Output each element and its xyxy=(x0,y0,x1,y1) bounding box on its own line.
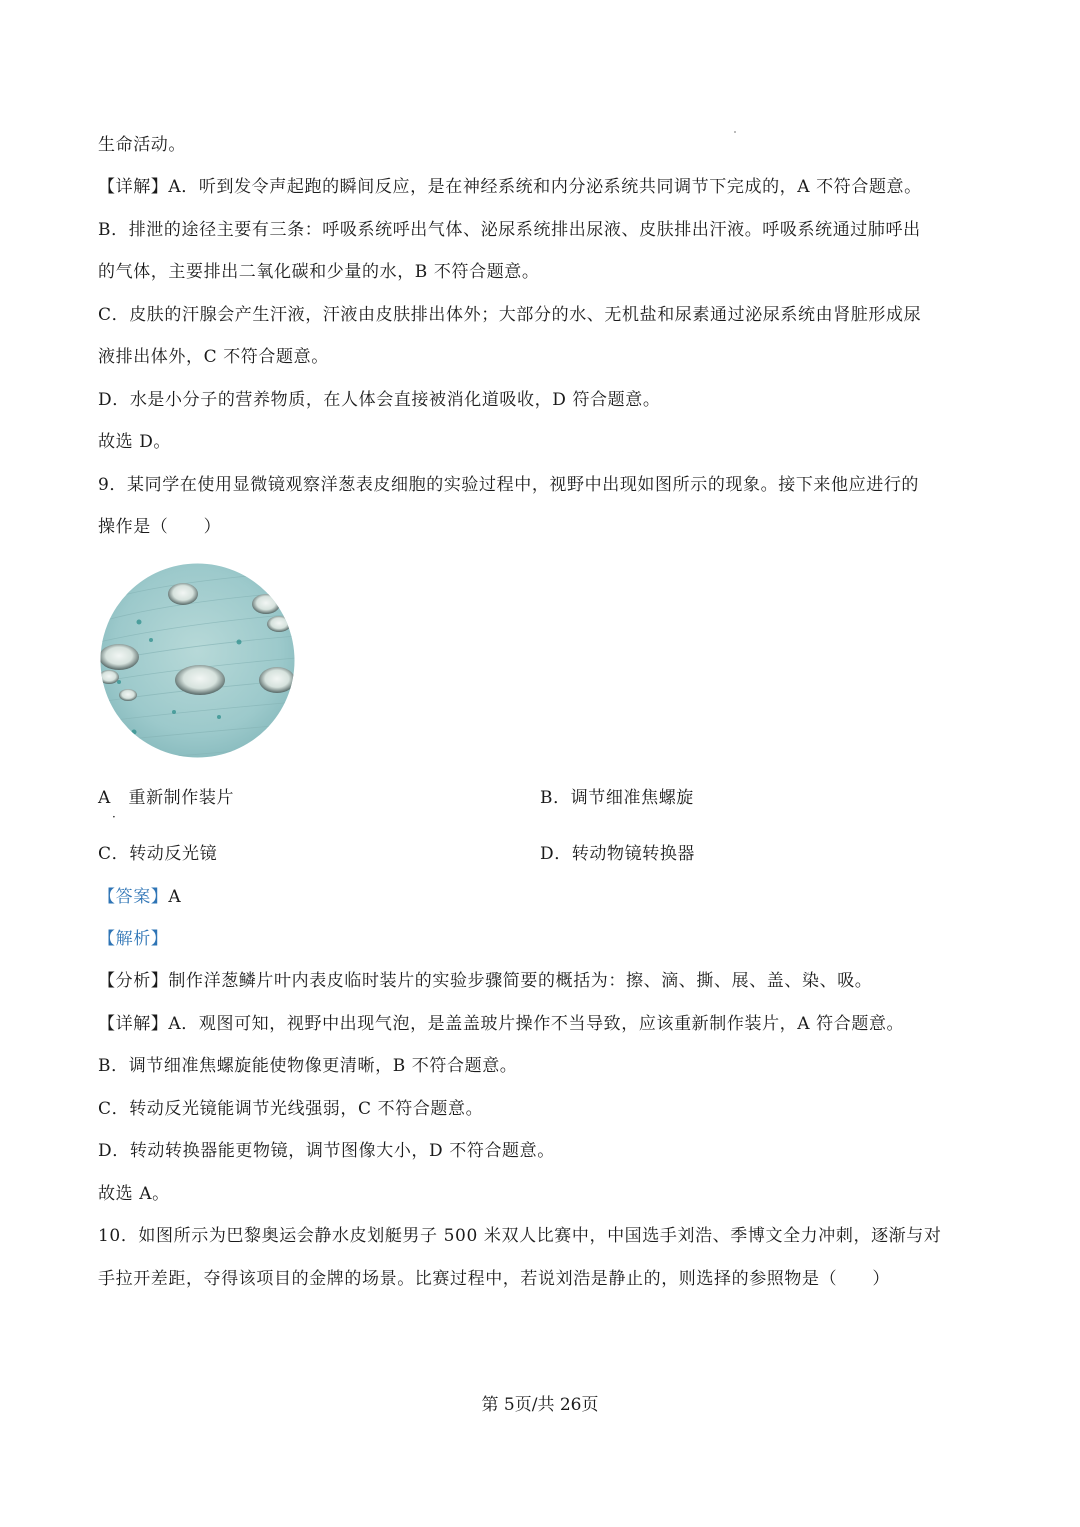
scan-speck xyxy=(734,131,736,133)
option-a-dot: · xyxy=(112,810,116,824)
question-9-line: 操作是（ ） xyxy=(98,517,222,537)
option-d: D．转动物镜转换器 xyxy=(540,844,696,864)
text-line: 生命活动。 xyxy=(98,135,186,155)
option-b: B．调节细准焦螺旋 xyxy=(540,788,694,808)
text-line: 的气体，主要排出二氧化碳和少量的水，B 不符合题意。 xyxy=(98,262,540,282)
option-a: A 重新制作装片 xyxy=(98,788,235,808)
answer-line xyxy=(98,886,181,908)
text-line: C．皮肤的汗腺会产生汗液，汗液由皮肤排出体外；大部分的水、无机盐和尿素通过泌尿系统由肾脏形成尿 xyxy=(98,305,922,325)
analysis-tag: 【解析】 xyxy=(98,929,169,949)
text-line: 【分析】制作洋葱鳞片叶内表皮临时装片的实验步骤简要的概括为：擦、滴、撕、展、盖、染、吸。 xyxy=(98,971,873,991)
text-line: D．水是小分子的营养物质，在人体会直接被消化道吸收，D 符合题意。 xyxy=(98,390,661,410)
text-line: 故选 A。 xyxy=(98,1184,170,1204)
question-9-line: 9．某同学在使用显微镜观察洋葱表皮细胞的实验过程中，视野中出现如图所示的现象。接下来他应进行的 xyxy=(98,475,920,495)
text-line: B．排泄的途径主要有三条：呼吸系统呼出气体、泌尿系统排出尿液、皮肤排出汗液。呼吸系统通过肺呼出 xyxy=(98,220,921,240)
answer-value: A xyxy=(168,887,182,907)
option-c: C．转动反光镜 xyxy=(98,844,218,864)
page-footer: 第 5页/共 26页 xyxy=(481,1395,599,1415)
text-line: 【详解】A．观图可知，视野中出现气泡，是盖盖玻片操作不当导致，应该重新制作装片，A 符合题意。 xyxy=(98,1014,905,1034)
microscope-view-image xyxy=(99,562,296,759)
text-line: C．转动反光镜能调节光线强弱，C 不符合题意。 xyxy=(98,1099,484,1119)
text-line: D．转动转换器能更物镜，调节图像大小，D 不符合题意。 xyxy=(98,1141,555,1161)
answer-tag: 【答案】 xyxy=(98,887,169,907)
text-line: 故选 D。 xyxy=(98,432,172,452)
question-10-line: 手拉开差距，夺得该项目的金牌的场景。比赛过程中，若说刘浩是静止的，则选择的参照物是（ ） xyxy=(98,1269,890,1289)
text-line: 液排出体外，C 不符合题意。 xyxy=(98,347,329,367)
text-line: B．调节细准焦螺旋能使物像更清晰，B 不符合题意。 xyxy=(98,1056,518,1076)
question-10-line: 10．如图所示为巴黎奥运会静水皮划艇男子 500 米双人比赛中，中国选手刘浩、季博文全力冲刺，逐渐与对 xyxy=(98,1226,942,1246)
text-line: 【详解】A．听到发令声起跑的瞬间反应，是在神经系统和内分泌系统共同调节下完成的，A 不符合题意。 xyxy=(98,177,922,197)
